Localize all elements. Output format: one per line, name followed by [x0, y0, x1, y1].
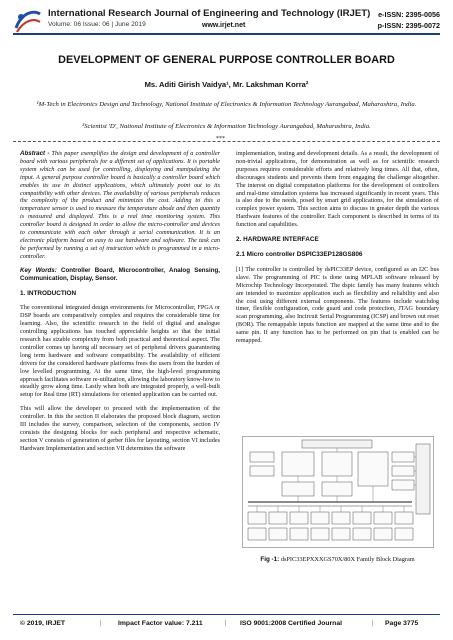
figure-caption-text: dsPIC33EPXXXGS70X/80X Family Block Diagram — [279, 556, 415, 563]
affiliation-1: ¹M-Tech in Electronics Design and Technology, National Institute of Electronics & Information Technology Aurangabad, Maharashtra, India. — [36, 101, 417, 108]
header-rule — [13, 33, 440, 35]
journal-title: International Research Journal of Engineering and Technology (IRJET) — [48, 8, 371, 19]
section-separator — [13, 141, 440, 142]
section-heading-hardware-interface: 2. HARDWARE INTERFACE — [236, 236, 319, 244]
figure-caption-label: Fig -1: — [260, 556, 280, 563]
left-column — [20, 150, 220, 459]
footer-divider: | — [372, 620, 374, 627]
section-heading-introduction: 1. INTRODUCTION — [20, 289, 77, 297]
abstract — [20, 150, 220, 261]
continued-paragraph: implementation, testing and development details. As a result, the development of non-trivial applications, for demonstration as well as for scientific research purposes requires considerable efforts and relatively long times. All that, often, discourages students and prevents them from engaging the challenge altogether. The interest on digital computation platforms for the development of controllers and real-time simulation systems has increased significantly in recent years. This is also due to the needs, posed by smart grid applications, for the simulation of complex power system. This section aims to discuss in greater depth the various Hardware features of the controller. Each component is described in terms of its function and capabilities. — [236, 150, 439, 229]
intro-paragraph-1: The conventional integrated design environments for Microcontroller, FPGA or DSP boards are comparatively complex and requires the considerable time for learning. Also, the scientific research in the field of digital and analogue controlling applications has touched appreciable heights so that the initial research has sizable complexity from both practical and theoretical aspect. The controller comes up having all necessary set of peripheral drivers guaranteeing long term hardware and software compatibility. The availability of efficient drivers for the considered hardware platforms frees the users from the burden of low levelled programming. At the same time, the high-level programming approach facilitates software re-utilization, allowing the laboratory know-how to steadily grow along time. Lastly when both are integrated properly, a well-built setup for Real time (RT) simulations for oriented application can be carried out. — [20, 304, 220, 399]
affiliation-2: ²Scientist 'D', National Institute of Electronics & Information Technology Aurangabad, Maharashtra, India. — [82, 123, 371, 130]
right-column — [236, 150, 439, 351]
footer-impact-factor: Impact Factor value: 7.211 — [118, 620, 203, 627]
block-diagram-figure — [242, 436, 434, 548]
eissn: e-ISSN: 2395-0056 — [378, 10, 440, 19]
footer-divider: | — [100, 620, 102, 627]
abstract-text: This paper exemplifies the design and development of a controller board with various peripherals for a different set of applications. It is portable system which can be used for controlling, displaying and manipulating the input. A general purpose controller board is basically a controller board which enables its use in distinct applications, which ultimately point out to its compatibility with other devices. The availability of various peripherals reduces the complexity of the product and minimizes the cost. Adding to this a temperature sensor is used to measure the temperature abode and then quantity is measured and displayed. This is a real time monitoring system. This controller board is designed in order to allow the micro-controller and devices to communicate with each other through a serial communication. It is an electronic platform based on easy to use hardware and software. The task can be performed by running a set of instruction which is programmed in a micro-controller. — [20, 150, 220, 260]
footer-rule — [13, 614, 440, 615]
journal-website[interactable]: www.irjet.net — [202, 22, 246, 29]
footer-page-number: Page 3775 — [385, 620, 419, 627]
authors: Ms. Aditi Girish Vaidya¹, Mr. Lakshman Korra² — [144, 80, 309, 89]
keywords — [20, 267, 220, 283]
keywords-label: Key Words: — [20, 266, 57, 274]
abstract-label: Abstract - — [20, 150, 50, 157]
subsection-heading-microcontroller: 2.1 Micro controller DSPIC33EP128GS806 — [236, 250, 363, 258]
figure-caption — [236, 556, 439, 563]
separator-mark: *** — [216, 136, 225, 142]
intro-paragraph-2: This will allow the developer to proceed with the implementation of the controller. In this the section II elaborates the proposed block diagram, section III includes the survey, comparison, selection of the components, section IV consists the designing blocks for each peripheral and respective schematic, section V consists of generation of gerber files for layouting, section VI includes Hardware Implementation and section VII determines the software — [20, 405, 220, 452]
pissn: p-ISSN: 2395-0072 — [377, 21, 440, 30]
paper-title: DEVELOPMENT OF GENERAL PURPOSE CONTROLLER BOARD — [58, 54, 395, 66]
footer-divider: | — [225, 620, 227, 627]
hardware-paragraph-1: [1] The controller is controlled by dsPIC33EP device, configured as an I2C bus slave. The programming of PIC is done using MPLAB software released by Microchip Technology Incorporated. The dspic family has many features which are intended to maximize application such as flexibility and reliability and also the cost using different external components. The features include watchdog timer, flexible configuration, code guard and code protection, JTAG boundary scan programming, also Incircuit Serial Programming (ICSP) and brown out reset (BOR). The remappable inputs function are mapped at the same time and to the same pin. If any function has to be performed on pin that is enabled can be remapped. — [236, 265, 439, 345]
irjet-logo-icon — [14, 8, 42, 34]
keywords-text: Controller Board, Microcontroller, Analog Sensing, Communication, Display, Sensor. — [20, 266, 220, 282]
footer-copyright: © 2019, IRJET — [20, 620, 66, 627]
volume-line: Volume: 06 Issue: 06 | June 2019 — [48, 21, 146, 28]
footer-iso: ISO 9001:2008 Certified Journal — [240, 620, 342, 627]
